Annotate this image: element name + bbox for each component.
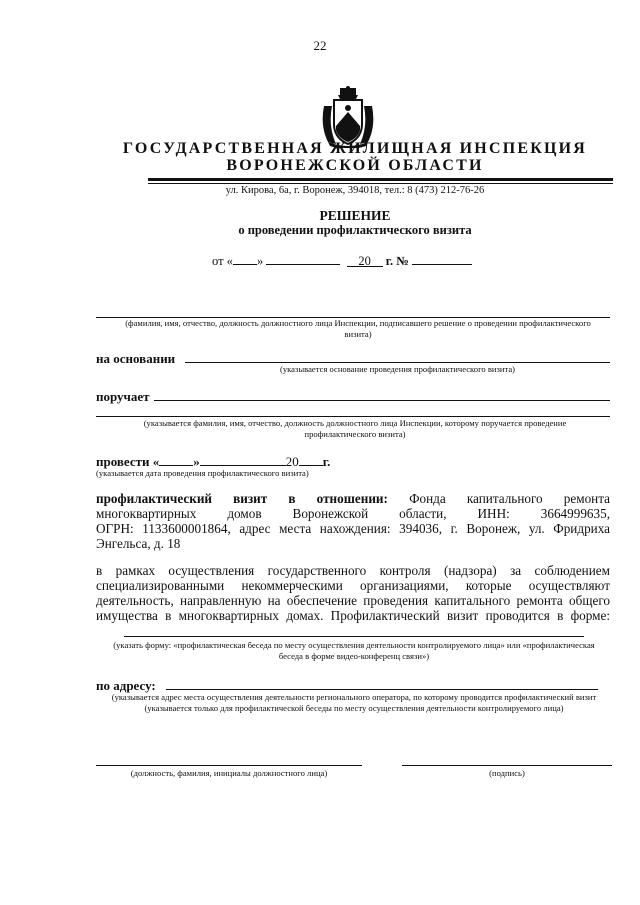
scope-paragraph (96, 563, 610, 623)
scope-line3: деятельность, направленную на обеспечение проведения капитального ремонта общего (96, 593, 610, 608)
scope-line4: имущества в многоквартирных домах. Профилактический визит проводится в форме: (96, 608, 610, 623)
year-suffix-number-label: г. № (385, 254, 409, 268)
assignee-hint: (указывается фамилия, имя, отчество, должность должностного лица Инспекции, которому поручается проведение профилактического визита) (143, 418, 567, 439)
number-field[interactable] (412, 252, 472, 265)
month-field[interactable] (266, 252, 340, 265)
conduct-year-prefix: 20 (285, 454, 299, 469)
address-hint: (указывается адрес места осуществления деятельности регионального оператора, по которому проводится профилактический визит (указывается только для профилактической беседы по месту осуществления деятельности контролируемого лица) (111, 692, 597, 713)
conduct-label: провести « (96, 454, 160, 469)
subject-line4: Энгельса, д. 18 (96, 536, 181, 551)
signature-line[interactable] (402, 765, 612, 766)
conduct-quote-close: » (193, 454, 200, 469)
document-title: РЕШЕНИЕ (319, 208, 391, 223)
visit-date-hint: (указывается дата проведения профилактического визита) (96, 468, 309, 478)
conduct-month-field[interactable] (200, 453, 286, 466)
header-rule-thick (148, 178, 613, 181)
conduct-day-field[interactable] (159, 453, 193, 466)
subject-line1-rest: Фонда капитального ремонта (409, 491, 611, 506)
subject-lead: профилактический визит в отношении: (96, 491, 388, 506)
signature-hint: (подпись) (489, 768, 525, 778)
date-number-row (212, 252, 472, 269)
form-hint: (указать форму: «профилактическая беседа по месту осуществления деятельности контролируемого лица» или «профилактическая беседа в форме видео-конференц связи») (113, 640, 595, 661)
org-name-line1: ГОСУДАРСТВЕННАЯ ЖИЛИЩНАЯ ИНСПЕКЦИЯ (122, 140, 588, 157)
page-number: 22 (313, 38, 327, 53)
document-subtitle: о проведении профилактического визита (238, 223, 472, 237)
org-name-line2: ВОРОНЕЖСКОЙ ОБЛАСТИ (226, 157, 484, 174)
assigns-line-2[interactable] (96, 416, 610, 417)
position-line[interactable] (96, 765, 362, 766)
subject-line3: ОГРН: 1133600001864, адрес места нахождения: 394036, г. Воронеж, ул. Фридриха (96, 521, 610, 536)
basis-line[interactable] (185, 362, 610, 363)
scope-line2: специализированными некоммерческими организациями, которые осуществляют (96, 578, 610, 593)
assigns-label: поручает (96, 389, 150, 404)
org-address: ул. Кирова, 6а, г. Воронеж, 394018, тел.: 8 (473) 212-76-26 (225, 185, 485, 196)
by-address-label: по адресу: (96, 678, 156, 693)
position-hint: (должность, фамилия, инициалы должностного лица) (130, 768, 328, 778)
official-hint: (фамилия, имя, отчество, должность должностного лица Инспекции, подписавшего решение о проведении профилактического визита) (125, 318, 591, 339)
form-line[interactable] (124, 636, 584, 637)
basis-label: на основании (96, 351, 176, 366)
day-field[interactable] (233, 252, 257, 265)
coat-of-arms-icon (318, 86, 378, 148)
subject-paragraph (96, 491, 610, 551)
conduct-year-field[interactable] (299, 453, 323, 466)
date-prefix: от « (212, 254, 233, 268)
assigns-line[interactable] (154, 400, 610, 401)
scope-line1: в рамках осуществления государственного контроля (надзора) за соблюдением (96, 563, 610, 578)
year-field[interactable] (347, 254, 383, 267)
header-rule-thin (148, 183, 613, 184)
date-quote-close: » (256, 254, 264, 268)
basis-hint: (указывается основание проведения профилактического визита) (279, 364, 516, 374)
subject-line2: многоквартирных домов Воронежской области, ИНН: 3664999635, (96, 506, 610, 521)
address-line[interactable] (166, 689, 598, 690)
conduct-year-suffix: г. (322, 454, 331, 469)
year-prefix: 20 (358, 254, 371, 268)
